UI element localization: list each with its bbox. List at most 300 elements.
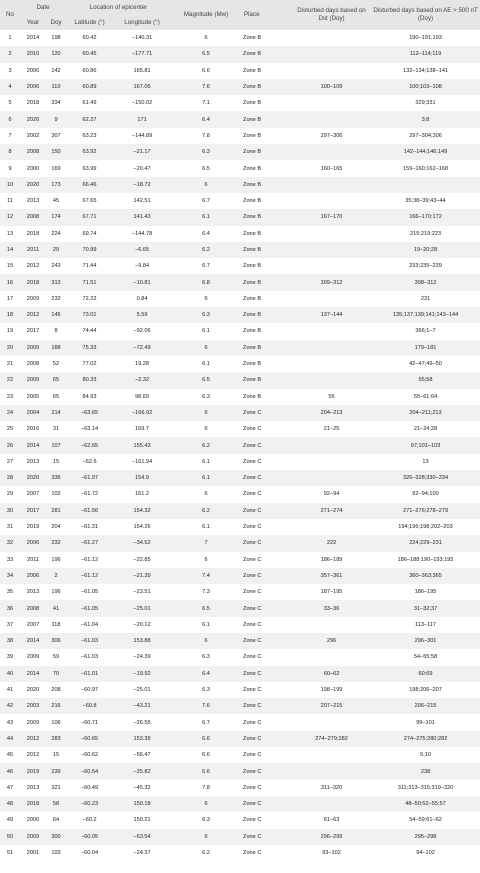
cell-year: 2008 (20, 600, 46, 616)
cell-longitude: −161.94 (113, 454, 171, 470)
cell-place: Zone C (241, 600, 292, 616)
cell-no: 45 (0, 747, 20, 763)
cell-ae-days: 311;313–315;319–320 (371, 780, 480, 796)
cell-ae-days: 224;229–231 (371, 535, 480, 551)
header-magnitude: Magnitude (Mw) (171, 0, 241, 30)
cell-no: 47 (0, 780, 20, 796)
cell-ae-days: 159–160;162–168 (371, 160, 480, 176)
cell-doy: 118 (46, 617, 66, 633)
cell-no: 11 (0, 193, 20, 209)
cell-year: 2011 (20, 242, 46, 258)
cell-year: 2014 (20, 437, 46, 453)
cell-longitude: −45.32 (113, 780, 171, 796)
cell-magnitude: 6.3 (171, 682, 241, 698)
cell-dst-days (292, 649, 371, 665)
cell-doy: 239 (46, 763, 66, 779)
cell-longitude: −21.39 (113, 568, 171, 584)
header-location: Location of epicenter (66, 0, 171, 16)
cell-year: 2020 (20, 177, 46, 193)
cell-dst-days: 222 (292, 535, 371, 551)
cell-dst-days (292, 714, 371, 730)
cell-doy: 45 (46, 193, 66, 209)
cell-doy: 29 (46, 242, 66, 258)
table-row (0, 46, 480, 62)
cell-place: Zone B (241, 128, 292, 144)
cell-latitude: −61.01 (66, 666, 113, 682)
cell-longitude: −56.47 (113, 747, 171, 763)
cell-latitude: −60.2 (66, 812, 113, 828)
cell-place: Zone B (241, 193, 292, 209)
cell-year: 2013 (20, 454, 46, 470)
cell-magnitude: 6 (171, 421, 241, 437)
cell-doy: 214 (46, 405, 66, 421)
cell-place: Zone C (241, 454, 292, 470)
cell-doy: 173 (46, 177, 66, 193)
cell-ae-days: 204–211;213 (371, 405, 480, 421)
cell-dst-days: 309–312 (292, 274, 371, 290)
cell-place: Zone C (241, 829, 292, 845)
cell-longitude: −23.51 (113, 584, 171, 600)
table-row (0, 470, 480, 486)
cell-magnitude: 6.6 (171, 747, 241, 763)
cell-year: 2006 (20, 63, 46, 79)
cell-longitude: 171 (113, 111, 171, 127)
cell-no: 33 (0, 552, 20, 568)
cell-no: 13 (0, 226, 20, 242)
cell-no: 50 (0, 829, 20, 845)
cell-magnitude: 6 (171, 633, 241, 649)
cell-magnitude: 6.4 (171, 666, 241, 682)
cell-ae-days: 35;38–39;43–44 (371, 193, 480, 209)
cell-dst-days (292, 144, 371, 160)
cell-dst-days (292, 95, 371, 111)
cell-ae-days: 190–191;193 (371, 30, 480, 46)
cell-latitude: −61.97 (66, 470, 113, 486)
cell-latitude: 69.74 (66, 226, 113, 242)
cell-latitude: 84.93 (66, 389, 113, 405)
cell-doy: 174 (46, 209, 66, 225)
cell-dst-days (292, 46, 371, 62)
cell-year: 2006 (20, 535, 46, 551)
cell-no: 29 (0, 486, 20, 502)
cell-year: 2006 (20, 79, 46, 95)
table-row (0, 340, 480, 356)
cell-latitude: 60.42 (66, 30, 113, 46)
table-row (0, 209, 480, 225)
cell-no: 32 (0, 535, 20, 551)
cell-place: Zone B (241, 177, 292, 193)
header-latitude: Latitude (°) (66, 16, 113, 30)
cell-longitude: 0.84 (113, 291, 171, 307)
cell-latitude: −60.8 (66, 698, 113, 714)
cell-magnitude: 6.5 (171, 46, 241, 62)
cell-dst-days (292, 323, 371, 339)
cell-place: Zone B (241, 242, 292, 258)
cell-dst-days: 60–62 (292, 666, 371, 682)
cell-ae-days: 19–20;28 (371, 242, 480, 258)
cell-year: 2009 (20, 372, 46, 388)
cell-ae-days: 274–275;280;282 (371, 731, 480, 747)
cell-latitude: −60.04 (66, 845, 113, 861)
cell-magnitude: 6.5 (171, 372, 241, 388)
cell-latitude: 71.51 (66, 274, 113, 290)
header-dst: Disturbed days based on Dst (Doy) (292, 0, 371, 30)
table-row (0, 258, 480, 274)
cell-longitude: 142.51 (113, 193, 171, 209)
cell-place: Zone B (241, 258, 292, 274)
cell-no: 24 (0, 405, 20, 421)
cell-dst-days: 198–199 (292, 682, 371, 698)
table-row (0, 30, 480, 46)
cell-magnitude: 6.6 (171, 63, 241, 79)
cell-longitude: 154.26 (113, 519, 171, 535)
cell-doy: 208 (46, 682, 66, 698)
cell-longitude: 19.28 (113, 356, 171, 372)
table-row (0, 503, 480, 519)
cell-latitude: −62.6 (66, 454, 113, 470)
cell-no: 10 (0, 177, 20, 193)
cell-magnitude: 6.1 (171, 454, 241, 470)
cell-place: Zone B (241, 160, 292, 176)
cell-no: 3 (0, 63, 20, 79)
cell-place: Zone C (241, 617, 292, 633)
cell-latitude: 73.01 (66, 307, 113, 323)
table-row (0, 552, 480, 568)
cell-place: Zone C (241, 633, 292, 649)
table-row (0, 535, 480, 551)
cell-no: 25 (0, 421, 20, 437)
cell-year: 2007 (20, 617, 46, 633)
cell-doy: 196 (46, 584, 66, 600)
table-row (0, 274, 480, 290)
table-row (0, 177, 480, 193)
cell-dst-days: 93–102 (292, 845, 371, 861)
table-row (0, 389, 480, 405)
cell-place: Zone C (241, 437, 292, 453)
cell-no: 6 (0, 111, 20, 127)
cell-doy: 145 (46, 307, 66, 323)
cell-no: 44 (0, 731, 20, 747)
table-row (0, 405, 480, 421)
cell-place: Zone C (241, 470, 292, 486)
cell-year: 2000 (20, 812, 46, 828)
cell-ae-days: 92–94;100 (371, 486, 480, 502)
cell-longitude: 154.32 (113, 503, 171, 519)
cell-doy: 321 (46, 780, 66, 796)
cell-year: 2012 (20, 307, 46, 323)
cell-latitude: −61.12 (66, 552, 113, 568)
cell-year: 2014 (20, 666, 46, 682)
cell-ae-days: 135;137;139;141;143–144 (371, 307, 480, 323)
cell-doy: 9 (46, 111, 66, 127)
cell-doy: 196 (46, 552, 66, 568)
cell-no: 30 (0, 503, 20, 519)
cell-no: 4 (0, 79, 20, 95)
cell-doy: 336 (46, 470, 66, 486)
cell-no: 34 (0, 568, 20, 584)
cell-dst-days (292, 111, 371, 127)
table-row (0, 649, 480, 665)
cell-magnitude: 7.8 (171, 780, 241, 796)
cell-longitude: 98.69 (113, 389, 171, 405)
cell-magnitude: 6.6 (171, 763, 241, 779)
cell-dst-days (292, 242, 371, 258)
cell-latitude: −61.27 (66, 535, 113, 551)
cell-magnitude: 6.2 (171, 845, 241, 861)
cell-magnitude: 6.1 (171, 323, 241, 339)
cell-place: Zone B (241, 389, 292, 405)
cell-no: 46 (0, 763, 20, 779)
cell-latitude: −61.03 (66, 633, 113, 649)
cell-no: 2 (0, 46, 20, 62)
cell-year: 2003 (20, 698, 46, 714)
cell-latitude: −61.72 (66, 486, 113, 502)
table-row (0, 698, 480, 714)
cell-magnitude: 6 (171, 340, 241, 356)
cell-no: 40 (0, 666, 20, 682)
cell-place: Zone C (241, 503, 292, 519)
cell-latitude: −60.65 (66, 731, 113, 747)
cell-no: 5 (0, 95, 20, 111)
cell-doy: 142 (46, 63, 66, 79)
cell-longitude: −25.01 (113, 600, 171, 616)
cell-latitude: 60.89 (66, 79, 113, 95)
cell-ae-days: 100;103–108 (371, 79, 480, 95)
cell-doy: 41 (46, 600, 66, 616)
cell-ae-days: 55;58 (371, 372, 480, 388)
table-row (0, 95, 480, 111)
cell-place: Zone C (241, 780, 292, 796)
cell-place: Zone B (241, 356, 292, 372)
cell-place: Zone C (241, 747, 292, 763)
cell-place: Zone C (241, 714, 292, 730)
cell-latitude: −62.65 (66, 437, 113, 453)
cell-doy: 106 (46, 714, 66, 730)
cell-no: 19 (0, 323, 20, 339)
cell-longitude: −34.52 (113, 535, 171, 551)
cell-longitude: −144.89 (113, 128, 171, 144)
cell-magnitude: 6.1 (171, 617, 241, 633)
cell-latitude: −61.31 (66, 519, 113, 535)
cell-no: 48 (0, 796, 20, 812)
table-row (0, 372, 480, 388)
cell-place: Zone C (241, 568, 292, 584)
cell-place: Zone B (241, 63, 292, 79)
cell-longitude: 154.9 (113, 470, 171, 486)
cell-longitude: −25.01 (113, 682, 171, 698)
cell-year: 2012 (20, 258, 46, 274)
cell-doy: 64 (46, 812, 66, 828)
cell-longitude: −72.49 (113, 340, 171, 356)
cell-longitude: −19.92 (113, 666, 171, 682)
cell-place: Zone C (241, 698, 292, 714)
table-row (0, 291, 480, 307)
cell-longitude: −18.72 (113, 177, 171, 193)
table-row (0, 323, 480, 339)
cell-year: 2009 (20, 829, 46, 845)
cell-place: Zone B (241, 323, 292, 339)
cell-dst-days (292, 454, 371, 470)
cell-dst-days: 100–109 (292, 79, 371, 95)
cell-place: Zone B (241, 307, 292, 323)
cell-year: 2014 (20, 633, 46, 649)
cell-ae-days: 238 (371, 763, 480, 779)
cell-place: Zone B (241, 226, 292, 242)
cell-latitude: −63.65 (66, 405, 113, 421)
cell-dst-days: 311–320 (292, 780, 371, 796)
cell-year: 2018 (20, 274, 46, 290)
cell-no: 14 (0, 242, 20, 258)
cell-dst-days (292, 437, 371, 453)
cell-dst-days: 92–94 (292, 486, 371, 502)
table-row (0, 486, 480, 502)
header-no: No (0, 0, 20, 30)
cell-ae-days: 21–24;28 (371, 421, 480, 437)
cell-dst-days (292, 226, 371, 242)
cell-doy: 59 (46, 649, 66, 665)
cell-magnitude: 7 (171, 535, 241, 551)
cell-ae-days: 48–50;52–55;57 (371, 796, 480, 812)
cell-year: 2009 (20, 340, 46, 356)
cell-ae-days: 142–144;146;149 (371, 144, 480, 160)
cell-place: Zone C (241, 812, 292, 828)
cell-ae-days: 295–298 (371, 829, 480, 845)
cell-doy: 70 (46, 666, 66, 682)
table-row (0, 780, 480, 796)
cell-doy: 204 (46, 519, 66, 535)
cell-year: 2008 (20, 209, 46, 225)
cell-latitude: −61.05 (66, 600, 113, 616)
cell-no: 36 (0, 600, 20, 616)
cell-dst-days: 274–279;282 (292, 731, 371, 747)
cell-magnitude: 6 (171, 796, 241, 812)
cell-place: Zone C (241, 519, 292, 535)
cell-doy: 300 (46, 829, 66, 845)
cell-doy: 334 (46, 95, 66, 111)
cell-longitude: 153.88 (113, 633, 171, 649)
header-place: Place (241, 0, 292, 30)
cell-ae-days: 194;196;198;202–203 (371, 519, 480, 535)
cell-doy: 216 (46, 698, 66, 714)
cell-magnitude: 6.1 (171, 356, 241, 372)
table-row (0, 617, 480, 633)
cell-no: 39 (0, 649, 20, 665)
cell-longitude: 141.43 (113, 209, 171, 225)
cell-place: Zone B (241, 291, 292, 307)
cell-ae-days: 297–304;306 (371, 128, 480, 144)
cell-longitude: 161.2 (113, 486, 171, 502)
table-row (0, 633, 480, 649)
table-row (0, 437, 480, 453)
cell-magnitude: 6.3 (171, 307, 241, 323)
cell-latitude: −60.54 (66, 763, 113, 779)
cell-latitude: 62.27 (66, 111, 113, 127)
cell-dst-days (292, 372, 371, 388)
cell-doy: 31 (46, 421, 66, 437)
cell-doy: 281 (46, 503, 66, 519)
cell-magnitude: 6.3 (171, 389, 241, 405)
cell-no: 37 (0, 617, 20, 633)
cell-longitude: −24.39 (113, 649, 171, 665)
cell-longitude: −177.71 (113, 46, 171, 62)
cell-dst-days: 297–306 (292, 128, 371, 144)
cell-ae-days: 3;8 (371, 111, 480, 127)
cell-magnitude: 6.3 (171, 144, 241, 160)
cell-latitude: 60.86 (66, 63, 113, 79)
cell-place: Zone C (241, 486, 292, 502)
cell-magnitude: 6.2 (171, 503, 241, 519)
cell-dst-days (292, 763, 371, 779)
cell-magnitude: 6 (171, 291, 241, 307)
cell-longitude: −21.17 (113, 144, 171, 160)
cell-no: 41 (0, 682, 20, 698)
cell-no: 43 (0, 714, 20, 730)
table-row (0, 519, 480, 535)
cell-magnitude: 6.7 (171, 193, 241, 209)
table-row (0, 682, 480, 698)
cell-place: Zone C (241, 731, 292, 747)
cell-no: 51 (0, 845, 20, 861)
cell-ae-days: 166–170;172 (371, 209, 480, 225)
cell-longitude: 153.39 (113, 731, 171, 747)
cell-place: Zone C (241, 845, 292, 861)
cell-longitude: −63.54 (113, 829, 171, 845)
cell-dst-days (292, 356, 371, 372)
cell-dst-days (292, 617, 371, 633)
cell-latitude: 72.22 (66, 291, 113, 307)
cell-ae-days: 326–328;330–334 (371, 470, 480, 486)
cell-ae-days: 112–114;119 (371, 46, 480, 62)
cell-no: 26 (0, 437, 20, 453)
cell-latitude: 67.71 (66, 209, 113, 225)
cell-year: 2006 (20, 568, 46, 584)
cell-doy: 15 (46, 454, 66, 470)
cell-ae-days: 5;10 (371, 747, 480, 763)
cell-latitude: 70.99 (66, 242, 113, 258)
cell-year: 2011 (20, 552, 46, 568)
cell-doy: 169 (46, 160, 66, 176)
table-header (0, 0, 480, 30)
cell-dst-days: 33–36 (292, 600, 371, 616)
cell-dst-days (292, 291, 371, 307)
cell-longitude: −150.02 (113, 95, 171, 111)
cell-magnitude: 6.7 (171, 258, 241, 274)
cell-doy: 232 (46, 535, 66, 551)
table-row (0, 454, 480, 470)
cell-longitude: −166.92 (113, 405, 171, 421)
cell-no: 16 (0, 274, 20, 290)
cell-latitude: 74.44 (66, 323, 113, 339)
cell-doy: 52 (46, 356, 66, 372)
cell-doy: 110 (46, 79, 66, 95)
cell-year: 2018 (20, 95, 46, 111)
cell-doy: 8 (46, 323, 66, 339)
cell-place: Zone C (241, 682, 292, 698)
cell-dst-days (292, 63, 371, 79)
table-row (0, 242, 480, 258)
cell-no: 28 (0, 470, 20, 486)
cell-dst-days: 204–213 (292, 405, 371, 421)
cell-latitude: −61.12 (66, 568, 113, 584)
cell-magnitude: 6.7 (171, 714, 241, 730)
cell-place: Zone C (241, 405, 292, 421)
cell-dst-days: 186–189 (292, 552, 371, 568)
cell-ae-days (371, 177, 480, 193)
cell-doy: 188 (46, 340, 66, 356)
cell-longitude: −6.65 (113, 242, 171, 258)
cell-longitude: −25.82 (113, 763, 171, 779)
cell-doy: 102 (46, 486, 66, 502)
